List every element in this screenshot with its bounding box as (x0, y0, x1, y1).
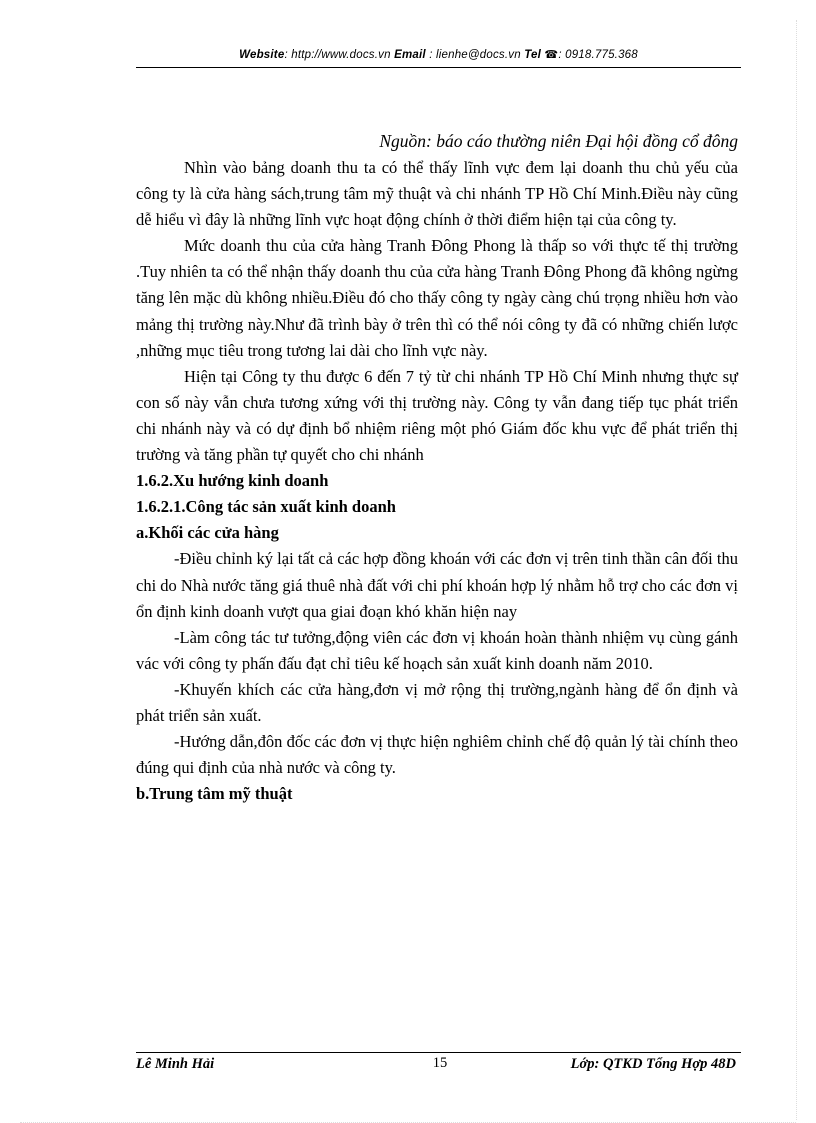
email-value: : lienhe@docs.vn (429, 49, 521, 61)
section-heading: 1.6.2.Xu hướng kinh doanh (136, 471, 329, 491)
paragraph: Hiện tại Công ty thu được 6 đến 7 tỷ từ chi nhánh TP Hồ Chí Minh nhưng thực sự con số này vẫn chưa tương xứng với thị trường này. Công ty vẫn đang tiếp tục phát triển chi nhánh này và có dự định bổ nhiệm riêng một phó Giám đốc khu vực để phát triển thị trường và tăng phần tự quyết cho chi nhánh (136, 366, 738, 465)
paragraph: Mức doanh thu của cửa hàng Tranh Đông Phong là thấp so với thực tế thị trường .Tuy nhiên ta có thể nhận thấy doanh thu của cửa hàng Tranh Đông Phong đã không ngừng tăng lên mặc dù không nhiều.Điều đó cho thấy công ty ngày càng chú trọng nhiều hơn vào mảng thị trường này.Như đã trình bày ở trên thì có thể nói công ty đã có những chiến lược ,những mục tiêu trong tương lai dài cho lĩnh vực này. (136, 236, 738, 360)
phone-icon: ☎ (544, 49, 559, 61)
item-heading: b.Trung tâm mỹ thuật (136, 784, 293, 804)
header-rule (136, 67, 741, 68)
bullet-item: -Điều chỉnh ký lại tất cả các hợp đồng khoán với các đơn vị trên tinh thần cân đối thu chi do Nhà nước tăng giá thuê nhà đất với chi phí khoán hợp lý nhằm hỗ trợ cho các đơn vị ổn định kinh doanh vượt qua giai đoạn khó khăn hiện nay (136, 549, 738, 621)
item-heading: a.Khối các cửa hàng (136, 523, 279, 543)
email-label: Email (394, 49, 426, 61)
page-body (136, 155, 738, 807)
bullet-item: -Làm công tác tư tưởng,động viên các đơn vị khoán hoàn thành nhiệm vụ cùng gánh vác với công ty phấn đấu đạt chỉ tiêu kế hoạch sản xuất kinh doanh năm 2010. (136, 627, 738, 673)
tel-label: Tel (524, 49, 541, 61)
website-value: : http://www.docs.vn (284, 49, 391, 61)
footer-class: Lớp: QTKD Tổng Hợp 48D (570, 1056, 736, 1072)
paragraph: Nhìn vào bảng doanh thu ta có thể thấy lĩnh vực đem lại doanh thu chủ yếu của công ty là cửa hàng sách,trung tâm mỹ thuật và chi nhánh TP Hồ Chí Minh.Điều này cũng dễ hiểu vì đây là những lĩnh vực hoạt động chính ở thời điểm hiện tại của công ty. (136, 158, 738, 230)
bullet-item: -Hướng dẫn,đôn đốc các đơn vị thực hiện nghiêm chỉnh chế độ quản lý tài chính theo đúng qui định của nhà nước và công ty. (136, 732, 738, 778)
subsection-heading: 1.6.2.1.Công tác sản xuất kinh doanh (136, 497, 396, 517)
website-label: Website (239, 49, 285, 61)
bullet-item: -Khuyến khích các cửa hàng,đơn vị mở rộng thị trường,ngành hàng để ổn định và phát triển sản xuất. (136, 679, 738, 725)
page-header (136, 48, 741, 61)
footer-author: Lê Minh Hải (136, 1056, 215, 1072)
footer-rule (136, 1052, 741, 1053)
source-note: Nguồn: báo cáo thường niên Đại hội đồng cổ đông (379, 131, 738, 151)
tel-value: : 0918.775.368 (558, 49, 638, 61)
page-number: 15 (432, 1055, 448, 1071)
page-edge-right (796, 20, 797, 1120)
